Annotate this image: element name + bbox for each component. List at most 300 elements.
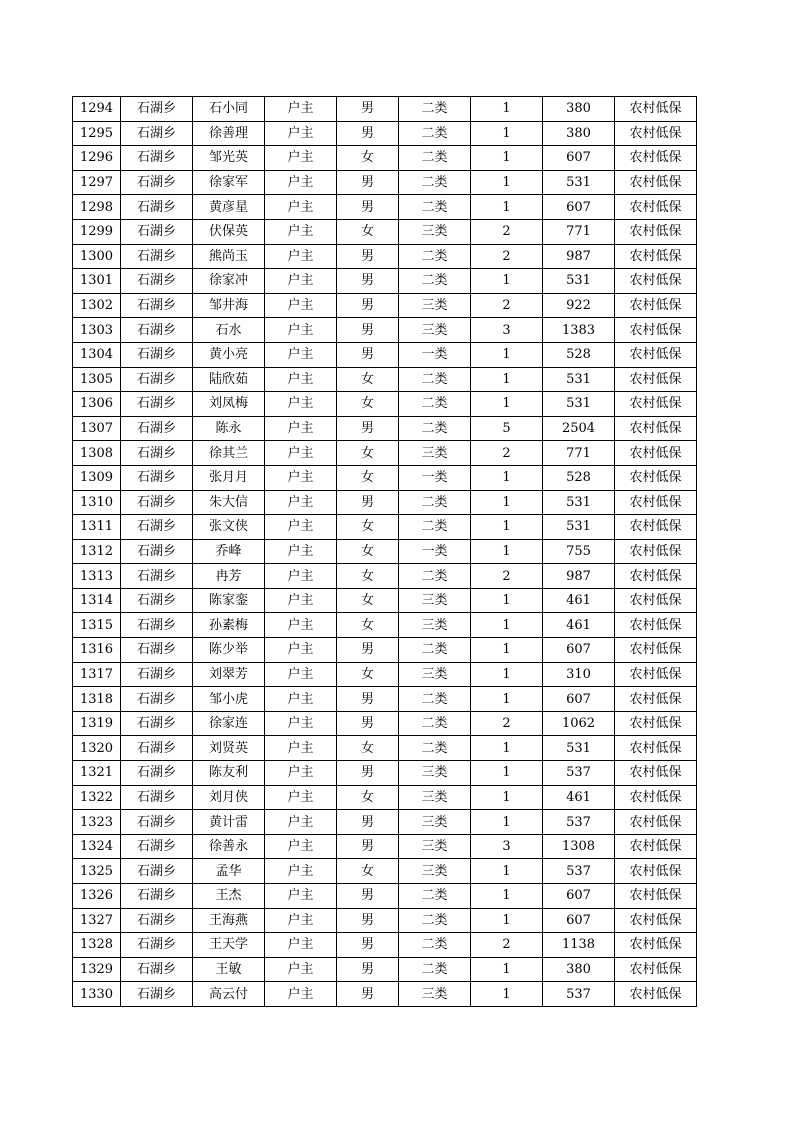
table-row [73, 687, 697, 712]
table-row [73, 834, 697, 859]
category-cell: 二类 [399, 515, 471, 540]
name-cell: 刘贤英 [193, 736, 265, 761]
amount-cell: 987 [543, 244, 615, 269]
program-cell: 农村低保 [615, 834, 697, 859]
table-row [73, 785, 697, 810]
row-number-cell: 1302 [73, 293, 121, 318]
gender-cell: 女 [337, 367, 399, 392]
name-cell: 陈永 [193, 416, 265, 441]
amount-cell: 461 [543, 785, 615, 810]
table-row [73, 146, 697, 171]
household-size-cell: 2 [471, 933, 543, 958]
amount-cell: 922 [543, 293, 615, 318]
relation-cell: 户主 [265, 269, 337, 294]
household-size-cell: 1 [471, 342, 543, 367]
township-cell: 石湖乡 [121, 515, 193, 540]
gender-cell: 男 [337, 170, 399, 195]
household-size-cell: 2 [471, 564, 543, 589]
table-row [73, 465, 697, 490]
township-cell: 石湖乡 [121, 244, 193, 269]
household-size-cell: 1 [471, 121, 543, 146]
row-number-cell: 1309 [73, 465, 121, 490]
township-cell: 石湖乡 [121, 933, 193, 958]
gender-cell: 男 [337, 195, 399, 220]
township-cell: 石湖乡 [121, 367, 193, 392]
amount-cell: 607 [543, 195, 615, 220]
household-size-cell: 1 [471, 761, 543, 786]
category-cell: 二类 [399, 711, 471, 736]
program-cell: 农村低保 [615, 638, 697, 663]
amount-cell: 531 [543, 490, 615, 515]
relation-cell: 户主 [265, 933, 337, 958]
table-row [73, 392, 697, 417]
amount-cell: 310 [543, 662, 615, 687]
gender-cell: 男 [337, 834, 399, 859]
name-cell: 徐其兰 [193, 441, 265, 466]
program-cell: 农村低保 [615, 170, 697, 195]
category-cell: 一类 [399, 465, 471, 490]
township-cell: 石湖乡 [121, 810, 193, 835]
amount-cell: 2504 [543, 416, 615, 441]
row-number-cell: 1314 [73, 588, 121, 613]
amount-cell: 771 [543, 219, 615, 244]
program-cell: 农村低保 [615, 515, 697, 540]
category-cell: 三类 [399, 785, 471, 810]
program-cell: 农村低保 [615, 146, 697, 171]
gender-cell: 男 [337, 638, 399, 663]
table-body [73, 97, 697, 1007]
name-cell: 王天学 [193, 933, 265, 958]
gender-cell: 男 [337, 293, 399, 318]
gender-cell: 男 [337, 318, 399, 343]
program-cell: 农村低保 [615, 219, 697, 244]
gender-cell: 男 [337, 982, 399, 1007]
township-cell: 石湖乡 [121, 711, 193, 736]
township-cell: 石湖乡 [121, 441, 193, 466]
table-row [73, 293, 697, 318]
gender-cell: 女 [337, 859, 399, 884]
gender-cell: 男 [337, 957, 399, 982]
township-cell: 石湖乡 [121, 564, 193, 589]
row-number-cell: 1317 [73, 662, 121, 687]
relation-cell: 户主 [265, 662, 337, 687]
amount-cell: 607 [543, 908, 615, 933]
relation-cell: 户主 [265, 810, 337, 835]
relation-cell: 户主 [265, 834, 337, 859]
category-cell: 三类 [399, 318, 471, 343]
relation-cell: 户主 [265, 711, 337, 736]
relation-cell: 户主 [265, 97, 337, 122]
program-cell: 农村低保 [615, 244, 697, 269]
household-size-cell: 1 [471, 884, 543, 909]
category-cell: 二类 [399, 244, 471, 269]
row-number-cell: 1320 [73, 736, 121, 761]
row-number-cell: 1300 [73, 244, 121, 269]
name-cell: 徐家连 [193, 711, 265, 736]
table-row [73, 761, 697, 786]
household-size-cell: 1 [471, 662, 543, 687]
program-cell: 农村低保 [615, 97, 697, 122]
table-row [73, 170, 697, 195]
category-cell: 二类 [399, 908, 471, 933]
township-cell: 石湖乡 [121, 736, 193, 761]
program-cell: 农村低保 [615, 761, 697, 786]
township-cell: 石湖乡 [121, 490, 193, 515]
township-cell: 石湖乡 [121, 269, 193, 294]
gender-cell: 男 [337, 687, 399, 712]
gender-cell: 男 [337, 761, 399, 786]
program-cell: 农村低保 [615, 662, 697, 687]
program-cell: 农村低保 [615, 539, 697, 564]
relation-cell: 户主 [265, 293, 337, 318]
amount-cell: 537 [543, 761, 615, 786]
program-cell: 农村低保 [615, 859, 697, 884]
amount-cell: 380 [543, 97, 615, 122]
relation-cell: 户主 [265, 416, 337, 441]
program-cell: 农村低保 [615, 687, 697, 712]
gender-cell: 男 [337, 908, 399, 933]
category-cell: 二类 [399, 490, 471, 515]
program-cell: 农村低保 [615, 564, 697, 589]
category-cell: 三类 [399, 810, 471, 835]
name-cell: 张月月 [193, 465, 265, 490]
gender-cell: 男 [337, 711, 399, 736]
township-cell: 石湖乡 [121, 687, 193, 712]
program-cell: 农村低保 [615, 490, 697, 515]
amount-cell: 461 [543, 613, 615, 638]
gender-cell: 男 [337, 269, 399, 294]
relation-cell: 户主 [265, 957, 337, 982]
program-cell: 农村低保 [615, 269, 697, 294]
township-cell: 石湖乡 [121, 465, 193, 490]
gender-cell: 男 [337, 490, 399, 515]
table-row [73, 195, 697, 220]
relation-cell: 户主 [265, 564, 337, 589]
household-size-cell: 1 [471, 810, 543, 835]
relation-cell: 户主 [265, 908, 337, 933]
table-row [73, 908, 697, 933]
program-cell: 农村低保 [615, 195, 697, 220]
household-size-cell: 1 [471, 465, 543, 490]
name-cell: 王敏 [193, 957, 265, 982]
table-row [73, 613, 697, 638]
row-number-cell: 1296 [73, 146, 121, 171]
category-cell: 二类 [399, 736, 471, 761]
township-cell: 石湖乡 [121, 613, 193, 638]
table-row [73, 933, 697, 958]
gender-cell: 女 [337, 392, 399, 417]
relation-cell: 户主 [265, 638, 337, 663]
name-cell: 朱大信 [193, 490, 265, 515]
household-size-cell: 1 [471, 367, 543, 392]
category-cell: 二类 [399, 392, 471, 417]
row-number-cell: 1308 [73, 441, 121, 466]
amount-cell: 1138 [543, 933, 615, 958]
name-cell: 石小同 [193, 97, 265, 122]
name-cell: 石水 [193, 318, 265, 343]
gender-cell: 女 [337, 219, 399, 244]
relation-cell: 户主 [265, 859, 337, 884]
amount-cell: 1383 [543, 318, 615, 343]
township-cell: 石湖乡 [121, 318, 193, 343]
township-cell: 石湖乡 [121, 97, 193, 122]
relation-cell: 户主 [265, 244, 337, 269]
row-number-cell: 1326 [73, 884, 121, 909]
relation-cell: 户主 [265, 146, 337, 171]
name-cell: 徐家军 [193, 170, 265, 195]
category-cell: 二类 [399, 933, 471, 958]
row-number-cell: 1316 [73, 638, 121, 663]
program-cell: 农村低保 [615, 121, 697, 146]
program-cell: 农村低保 [615, 416, 697, 441]
household-size-cell: 2 [471, 711, 543, 736]
township-cell: 石湖乡 [121, 859, 193, 884]
township-cell: 石湖乡 [121, 834, 193, 859]
table-row [73, 219, 697, 244]
relation-cell: 户主 [265, 170, 337, 195]
table-row [73, 884, 697, 909]
amount-cell: 1308 [543, 834, 615, 859]
name-cell: 黄彦星 [193, 195, 265, 220]
household-size-cell: 1 [471, 982, 543, 1007]
household-size-cell: 1 [471, 588, 543, 613]
name-cell: 熊尚玉 [193, 244, 265, 269]
relation-cell: 户主 [265, 392, 337, 417]
name-cell: 王海燕 [193, 908, 265, 933]
township-cell: 石湖乡 [121, 908, 193, 933]
household-size-cell: 3 [471, 834, 543, 859]
program-cell: 农村低保 [615, 613, 697, 638]
household-size-cell: 2 [471, 293, 543, 318]
gender-cell: 女 [337, 588, 399, 613]
name-cell: 徐家冲 [193, 269, 265, 294]
program-cell: 农村低保 [615, 465, 697, 490]
row-number-cell: 1298 [73, 195, 121, 220]
category-cell: 三类 [399, 662, 471, 687]
table-row [73, 810, 697, 835]
row-number-cell: 1325 [73, 859, 121, 884]
gender-cell: 男 [337, 244, 399, 269]
program-cell: 农村低保 [615, 711, 697, 736]
township-cell: 石湖乡 [121, 219, 193, 244]
household-size-cell: 1 [471, 392, 543, 417]
name-cell: 徐善理 [193, 121, 265, 146]
amount-cell: 537 [543, 982, 615, 1007]
gender-cell: 女 [337, 515, 399, 540]
name-cell: 徐善永 [193, 834, 265, 859]
gender-cell: 女 [337, 736, 399, 761]
row-number-cell: 1297 [73, 170, 121, 195]
gender-cell: 女 [337, 564, 399, 589]
row-number-cell: 1301 [73, 269, 121, 294]
name-cell: 刘凤梅 [193, 392, 265, 417]
row-number-cell: 1328 [73, 933, 121, 958]
table-row [73, 588, 697, 613]
household-size-cell: 1 [471, 170, 543, 195]
row-number-cell: 1315 [73, 613, 121, 638]
amount-cell: 531 [543, 736, 615, 761]
row-number-cell: 1319 [73, 711, 121, 736]
household-size-cell: 5 [471, 416, 543, 441]
relation-cell: 户主 [265, 884, 337, 909]
name-cell: 冉芳 [193, 564, 265, 589]
relation-cell: 户主 [265, 465, 337, 490]
amount-cell: 528 [543, 465, 615, 490]
category-cell: 二类 [399, 269, 471, 294]
relation-cell: 户主 [265, 736, 337, 761]
amount-cell: 531 [543, 515, 615, 540]
relation-cell: 户主 [265, 195, 337, 220]
program-cell: 农村低保 [615, 933, 697, 958]
household-size-cell: 1 [471, 613, 543, 638]
category-cell: 三类 [399, 588, 471, 613]
category-cell: 二类 [399, 195, 471, 220]
relation-cell: 户主 [265, 367, 337, 392]
amount-cell: 531 [543, 269, 615, 294]
relation-cell: 户主 [265, 687, 337, 712]
table-row [73, 662, 697, 687]
table-row [73, 982, 697, 1007]
row-number-cell: 1305 [73, 367, 121, 392]
program-cell: 农村低保 [615, 785, 697, 810]
row-number-cell: 1323 [73, 810, 121, 835]
household-size-cell: 3 [471, 318, 543, 343]
program-cell: 农村低保 [615, 736, 697, 761]
category-cell: 二类 [399, 884, 471, 909]
amount-cell: 531 [543, 367, 615, 392]
household-size-cell: 1 [471, 539, 543, 564]
category-cell: 二类 [399, 957, 471, 982]
relation-cell: 户主 [265, 441, 337, 466]
table-row [73, 539, 697, 564]
name-cell: 乔峰 [193, 539, 265, 564]
gender-cell: 男 [337, 884, 399, 909]
relation-cell: 户主 [265, 318, 337, 343]
category-cell: 二类 [399, 367, 471, 392]
row-number-cell: 1330 [73, 982, 121, 1007]
township-cell: 石湖乡 [121, 293, 193, 318]
name-cell: 黄计雷 [193, 810, 265, 835]
gender-cell: 男 [337, 97, 399, 122]
category-cell: 三类 [399, 982, 471, 1007]
amount-cell: 537 [543, 859, 615, 884]
program-cell: 农村低保 [615, 908, 697, 933]
amount-cell: 607 [543, 687, 615, 712]
amount-cell: 537 [543, 810, 615, 835]
table-row [73, 736, 697, 761]
township-cell: 石湖乡 [121, 146, 193, 171]
table-row [73, 515, 697, 540]
row-number-cell: 1307 [73, 416, 121, 441]
amount-cell: 531 [543, 170, 615, 195]
table-row [73, 121, 697, 146]
name-cell: 陆欣茹 [193, 367, 265, 392]
township-cell: 石湖乡 [121, 588, 193, 613]
township-cell: 石湖乡 [121, 957, 193, 982]
household-size-cell: 2 [471, 244, 543, 269]
name-cell: 邹小虎 [193, 687, 265, 712]
relation-cell: 户主 [265, 588, 337, 613]
program-cell: 农村低保 [615, 367, 697, 392]
relation-cell: 户主 [265, 982, 337, 1007]
household-size-cell: 1 [471, 957, 543, 982]
row-number-cell: 1329 [73, 957, 121, 982]
name-cell: 刘月侠 [193, 785, 265, 810]
township-cell: 石湖乡 [121, 982, 193, 1007]
program-cell: 农村低保 [615, 957, 697, 982]
gender-cell: 男 [337, 121, 399, 146]
township-cell: 石湖乡 [121, 195, 193, 220]
table-row [73, 269, 697, 294]
relation-cell: 户主 [265, 539, 337, 564]
row-number-cell: 1321 [73, 761, 121, 786]
gender-cell: 女 [337, 465, 399, 490]
township-cell: 石湖乡 [121, 392, 193, 417]
name-cell: 张文侠 [193, 515, 265, 540]
amount-cell: 607 [543, 884, 615, 909]
township-cell: 石湖乡 [121, 342, 193, 367]
amount-cell: 607 [543, 638, 615, 663]
amount-cell: 771 [543, 441, 615, 466]
table-row [73, 957, 697, 982]
relation-cell: 户主 [265, 515, 337, 540]
name-cell: 孙素梅 [193, 613, 265, 638]
category-cell: 三类 [399, 834, 471, 859]
name-cell: 孟华 [193, 859, 265, 884]
name-cell: 高云付 [193, 982, 265, 1007]
amount-cell: 380 [543, 957, 615, 982]
relation-cell: 户主 [265, 342, 337, 367]
household-size-cell: 1 [471, 785, 543, 810]
row-number-cell: 1306 [73, 392, 121, 417]
amount-cell: 607 [543, 146, 615, 171]
township-cell: 石湖乡 [121, 638, 193, 663]
table-row [73, 564, 697, 589]
table-row [73, 416, 697, 441]
table-row [73, 342, 697, 367]
name-cell: 刘翠芳 [193, 662, 265, 687]
township-cell: 石湖乡 [121, 416, 193, 441]
name-cell: 陈家銮 [193, 588, 265, 613]
name-cell: 邹井海 [193, 293, 265, 318]
name-cell: 邹光英 [193, 146, 265, 171]
township-cell: 石湖乡 [121, 785, 193, 810]
category-cell: 二类 [399, 121, 471, 146]
row-number-cell: 1304 [73, 342, 121, 367]
category-cell: 三类 [399, 441, 471, 466]
table-row [73, 367, 697, 392]
category-cell: 三类 [399, 293, 471, 318]
program-cell: 农村低保 [615, 392, 697, 417]
gender-cell: 男 [337, 933, 399, 958]
row-number-cell: 1303 [73, 318, 121, 343]
table-row [73, 638, 697, 663]
row-number-cell: 1294 [73, 97, 121, 122]
household-size-cell: 1 [471, 515, 543, 540]
category-cell: 三类 [399, 219, 471, 244]
relation-cell: 户主 [265, 121, 337, 146]
table-row [73, 711, 697, 736]
household-size-cell: 1 [471, 269, 543, 294]
category-cell: 二类 [399, 146, 471, 171]
household-size-cell: 1 [471, 859, 543, 884]
household-size-cell: 1 [471, 638, 543, 663]
township-cell: 石湖乡 [121, 539, 193, 564]
township-cell: 石湖乡 [121, 170, 193, 195]
category-cell: 二类 [399, 687, 471, 712]
table-row [73, 490, 697, 515]
relation-cell: 户主 [265, 761, 337, 786]
